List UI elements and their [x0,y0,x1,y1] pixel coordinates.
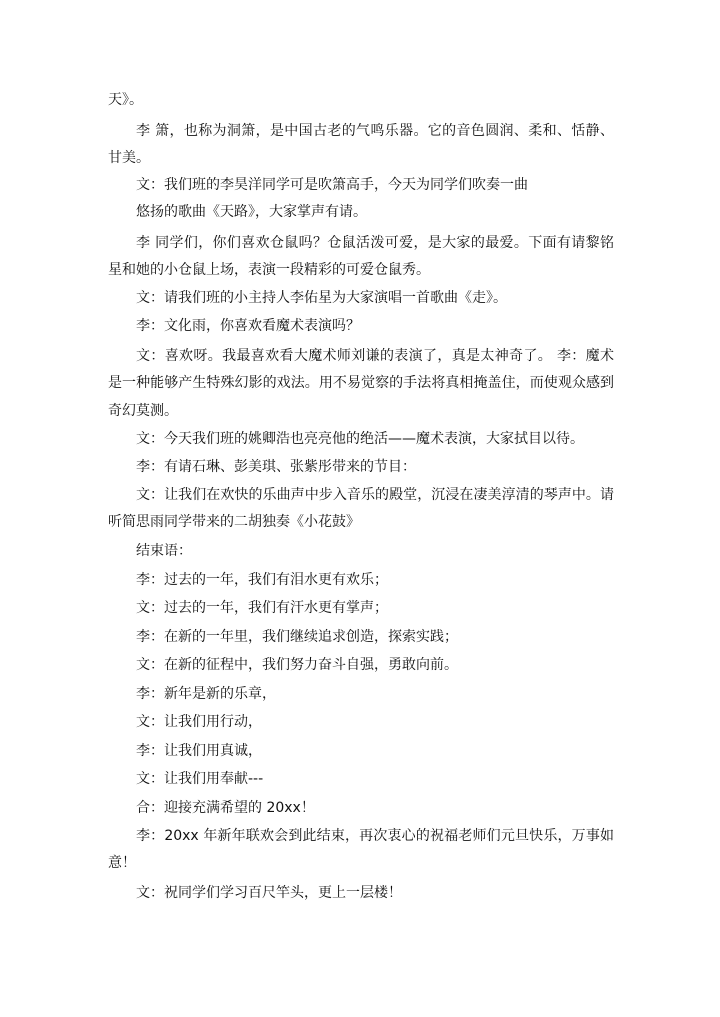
paragraph-erhu-solo: 文：让我们在欢快的乐曲声中步入音乐的殿堂，沉浸在凄美淳清的琴声中。请听简思雨同学带来的二胡独奏《小花鼓》 [108,487,614,531]
paragraph-magic-question: 李：文化雨，你喜欢看魔术表演吗？ [136,318,360,334]
paragraph-tianlu-song: 悠扬的歌曲《天路》，大家掌声有请。 [136,204,367,220]
paragraph-xiao-intro: 李 箫，也称为洞箫，是中国古老的气鸣乐器。它的音色圆润、柔和、恬静、甘美。 [108,123,614,167]
paragraph-closing-line-4: 文：在新的征程中，我们努力奋斗自强，勇敢向前。 [136,657,458,673]
paragraph-closing-line-6: 文：让我们用行动， [136,714,262,730]
paragraph-together-line: 合：迎接充满希望的 20xx！ [136,800,315,816]
paragraph-host-song: 文：请我们班的小主持人李佑星为大家演唱一首歌曲《走》。 [136,290,507,306]
paragraph-closing-line-2: 文：过去的一年，我们有汗水更有掌声； [136,600,388,616]
paragraph-magic-intro: 文：喜欢呀。我最喜欢看大魔术师刘谦的表演了，真是太神奇了。 李：魔术是一种能够产生特殊幻影的戏法。用不易觉察的手法将真相掩盖住，而使观众感到奇幻莫测。 [108,348,614,419]
paragraph-final-wish: 文：祝同学们学习百尺竿头，更上一层楼！ [136,885,402,901]
paragraph-closing-heading: 结束语： [136,543,192,559]
paragraph-program-invite: 李：有请石琳、彭美琪、张紫彤带来的节目： [136,459,416,475]
paragraph-song-title-end: 天》。 [108,92,143,108]
paragraph-closing-blessing: 李：20xx 年新年联欢会到此结束，再次衷心的祝福老师们元旦快乐，万事如意！ [108,828,614,872]
paragraph-closing-line-1: 李：过去的一年，我们有泪水更有欢乐； [136,572,388,588]
paragraph-hamster-show: 李 同学们，你们喜欢仓鼠吗？仓鼠活泼可爱，是大家的最爱。下面有请黎铭星和她的小仓鼠上场，表演一段精彩的可爱仓鼠秀。 [108,235,614,279]
paragraph-magic-performance: 文：今天我们班的姚卿浩也亮亮他的绝活——魔术表演，大家拭目以待。 [136,431,584,447]
paragraph-closing-line-3: 李：在新的一年里，我们继续追求创造，探索实践； [136,629,458,645]
paragraph-closing-line-8: 文：让我们用奉献--- [136,771,264,787]
paragraph-closing-line-7: 李：让我们用真诚， [136,743,262,759]
paragraph-closing-line-5: 李：新年是新的乐章， [136,686,276,702]
paragraph-xiao-performer: 文：我们班的李昊洋同学可是吹箫高手，今天为同学们吹奏一曲 [136,177,528,193]
